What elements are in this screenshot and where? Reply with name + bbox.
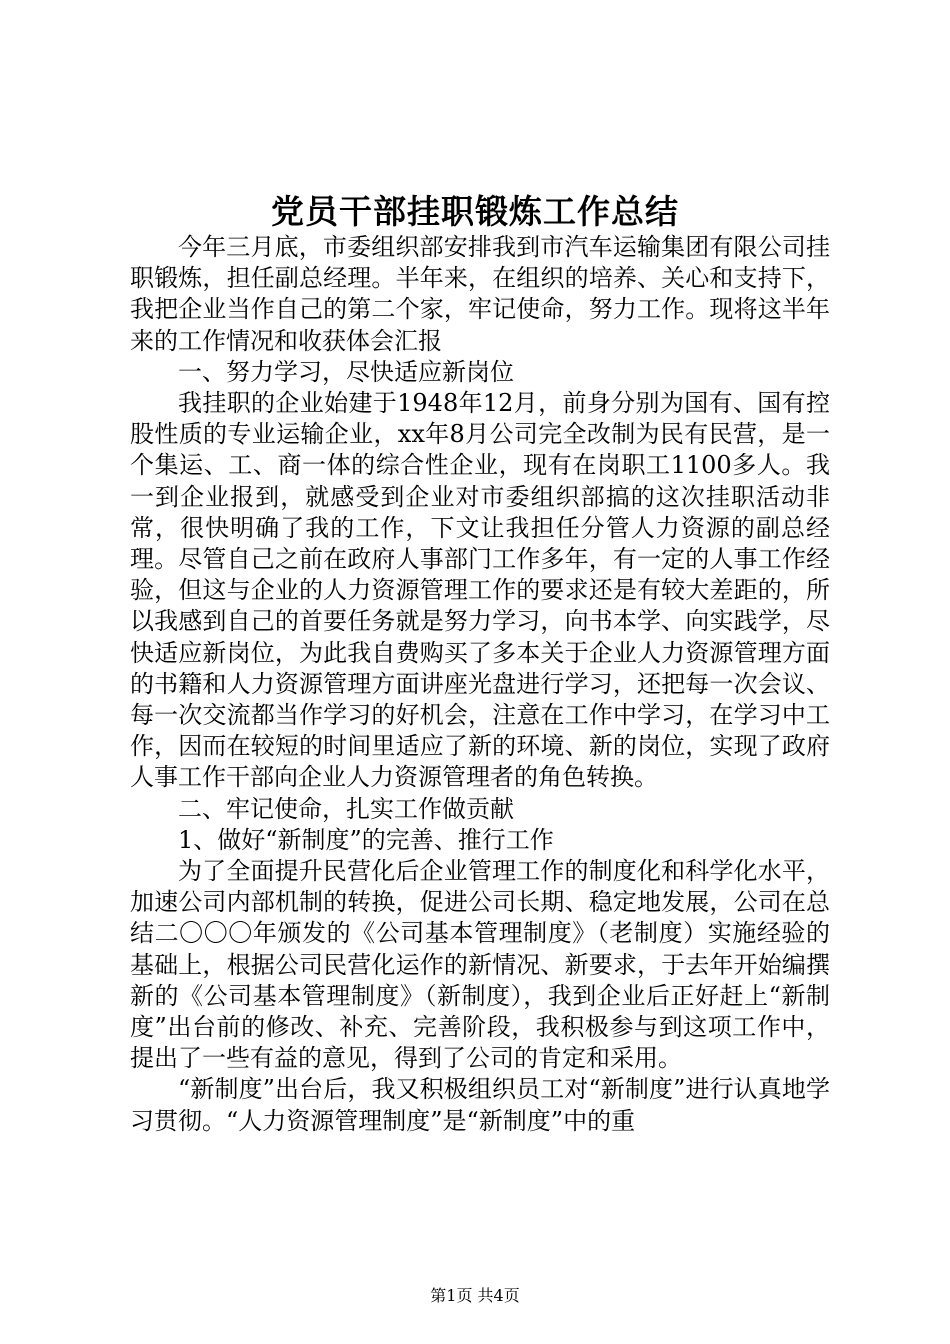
document-title: 党员干部挂职锻炼工作总结 <box>271 192 679 231</box>
subsection-heading-1: 1、做好“新制度”的完善、推行工作 <box>178 825 554 854</box>
paragraph-intro: 今年三月底，市委组织部安排我到市汽车运输集团有限公司挂职锻炼，担任副总经理。半年来，在组织的培养、关心和支持下，我把企业当作自己的第二个家，牢记使命，努力工作。现将这半年来的工作情况和收获体会汇报 <box>130 233 830 355</box>
paragraph-section-1: 我挂职的企业始建于1948年12月，前身分别为国有、国有控股性质的专业运输企业，xx年8月公司完全改制为民有民营，是一个集运、工、商一体的综合性企业，现有在岗职工1100多人。我一到企业报到，就感受到企业对市委组织部搞的这次挂职活动非常，很快明确了我的工作，下文让我担任分管人力资源的副总经理。尽管自己之前在政府人事部门工作多年，有一定的人事工作经验，但这与企业的人力资源管理工作的要求还是有较大差距的，所以我感到自己的首要任务就是努力学习，向书本学、向实践学，尽快适应新岗位，为此我自费购买了多本关于企业人力资源管理方面的书籍和人力资源管理方面讲座光盘进行学习，还把每一次会议、每一次交流都当作学习的好机会，注意在工作中学习，在学习中工作，因而在较短的时间里适应了新的环境、新的岗位，实现了政府人事工作干部向企业人力资源管理者的角色转换。 <box>130 389 830 792</box>
page-number-footer: 第1页 共4页 <box>430 1286 520 1305</box>
document-body <box>130 232 830 1137</box>
section-heading-1: 一、努力学习，尽快适应新岗位 <box>178 357 514 386</box>
section-heading-2: 二、牢记使命，扎实工作做贡献 <box>178 794 514 823</box>
paragraph-new-system-implementation: “新制度”出台后，我又积极组织员工对“新制度”进行认真地学习贯彻。“人力资源管理制度”是“新制度”中的重 <box>130 1075 830 1135</box>
paragraph-new-system: 为了全面提升民营化后企业管理工作的制度化和科学化水平，加速公司内部机制的转换，促进公司长期、稳定地发展，公司在总结二〇〇〇年颁发的《公司基本管理制度》（老制度）实施经验的基础上，根据公司民营化运作的新情况、新要求，于去年开始编撰新的《公司基本管理制度》（新制度），我到企业后正好赶上“新制度”出台前的修改、补充、完善阶段，我积极参与到这项工作中，提出了一些有益的意见，得到了公司的肯定和采用。 <box>130 857 830 1073</box>
